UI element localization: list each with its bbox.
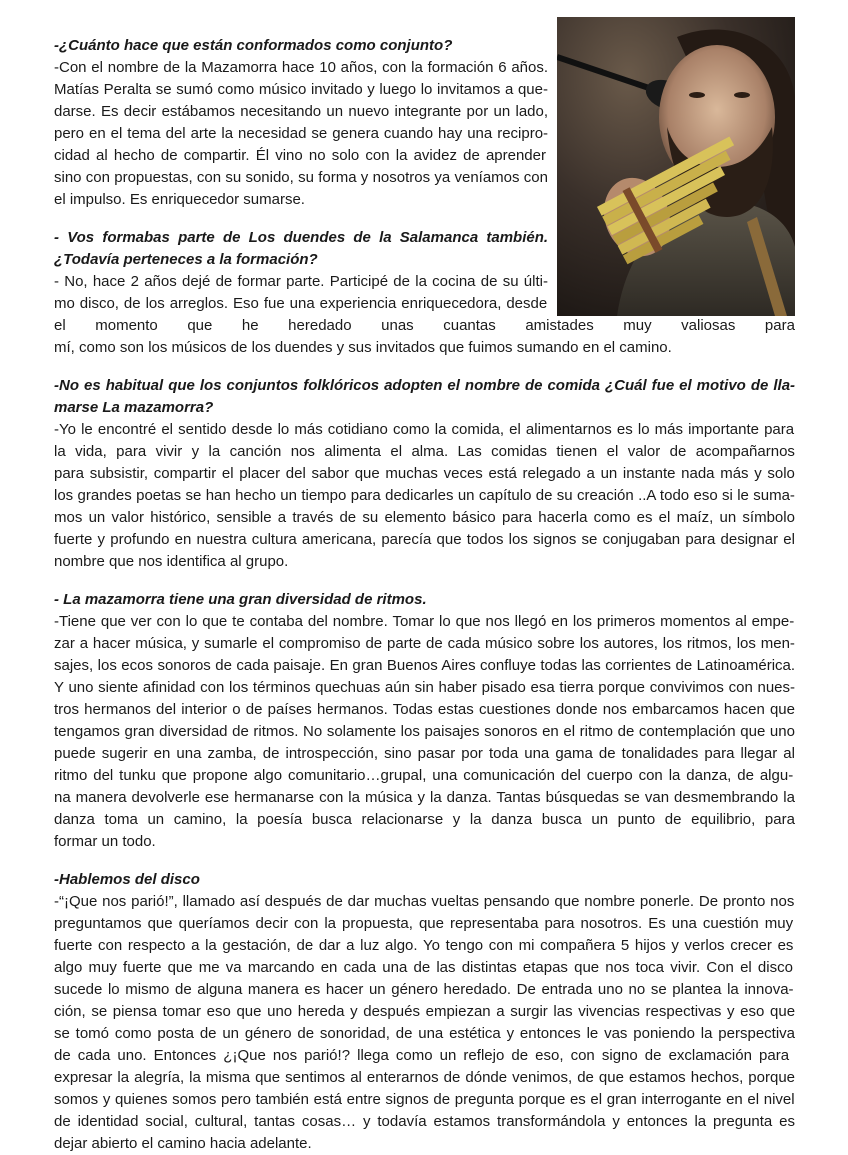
answer-line: na manera devolverle ese hermanarse con la música y la danza. Tantas búsquedas se van desmembrando la [54,789,795,806]
answer-line: ritmo del tunku que propone algo comunitario…grupal, una comunicación del cuerpo con la danza, de algu- [54,767,794,784]
answer-line: zar a hacer música, y sumarle el compromiso de parte de cada músico sobre los autores, los ritmos, los men- [54,635,795,652]
answer-line: mo disco, de los arreglos. Eso fue una experiencia enriquecedora, desde [54,295,548,312]
question-line: ¿Todavía perteneces a la formación? [54,251,318,268]
answer-line: el momento que he heredado unas cuantas amistades muy valiosas para [54,317,795,334]
answer-line: tengamos gran diversidad de ritmos. No solamente los paisajes sonoros en el ritmo de contemplación que uno [54,723,795,740]
question-line: marse La mazamorra? [54,399,214,416]
answer-line: el impulso. Es enriquecedor sumarse. [54,191,305,208]
answer-line: algo muy fuerte que me va marcando en cada una de las distintas etapas que nos toca vivir. Con el disco [54,959,793,976]
musician-photo [557,17,795,316]
answer-line: -Tiene que ver con lo que te contaba del nombre. Tomar lo que nos llegó en los primeros momentos al empe- [54,613,795,630]
answer-line: darse. Es decir estábamos necesitando un nuevo integrante por un lado, [54,103,549,120]
answer-line: fuerte con respecto a la gestación, de dar a luz algo. Yo tengo con mi compañera 5 hijos y verlos crecer es [54,937,794,954]
answer-line: mí, como son los músicos de los duendes y sus invitados que fuimos sumando en el camino. [54,339,672,356]
answer-line: expresar la alegría, la misma que sentimos al enterarnos de dónde venimos, de que estamos hechos, porque [54,1069,796,1086]
question-line: -No es habitual que los conjuntos folklóricos adopten el nombre de comida ¿Cuál fue el motivo de lla- [54,377,796,394]
answer-line: preguntamos que queríamos decir con la propuesta, que representaba para nosotros. Es una cuestión muy [54,915,794,932]
answer-line: puede sugerir en una zamba, de introspección, sino pasar por toda una gama de tonalidades para llegar al [54,745,795,762]
answer-line: para subsistir, compartir el placer del sabor que muchas veces está relegado a un instante nada más y solo [54,465,795,482]
answer-line: sucede lo mismo de alguna manera es hacer un género heredado. De entrada uno no se plantea la innova- [54,981,794,998]
answer-line: se tomó como posta de un género de sonoridad, de una estética y entonces le vas poniendo la perspectiva [54,1025,795,1042]
answer-line: -Con el nombre de la Mazamorra hace 10 años, con la formación 6 años. [54,59,549,76]
answer-line: los grandes poetas se han hecho un tiempo para dedicarles un capítulo de su creación ..A todo eso si le suma- [54,487,795,504]
answer-line: sino con propuestas, con su sonido, su forma y nosotros ya veníamos con [54,169,548,186]
answer-line: -Yo le encontré el sentido desde lo más cotidiano como la comida, el alimentarnos es lo más importante para [54,421,795,438]
answer-line: nombre que nos identifica al grupo. [54,553,289,570]
answer-line: -“¡Que nos parió!”, llamado así después de dar muchas vueltas pensando que nombre ponerle. De pronto nos [54,893,795,910]
answer-line: la vida, para vivir y la canción nos alimenta el alma. Las comidas tienen el valor de acompañarnos [54,443,795,460]
answer-line: mos un valor histórico, sensible a través de su elemento básico para hacerla como es el maíz, un símbolo [54,509,795,526]
answer-line: cidad al hecho de compartir. Él vino no solo con la avidez de aprender [54,147,546,164]
answer-line: sajes, los ecos sonoros de cada paisaje. En gran Buenos Aires confluye todas las corrientes de Latinoamérica. [54,657,796,674]
answer-line: Y uno siente afinidad con los términos quechuas aún sin haber pisado esa tierra porque convivimos con nues- [54,679,796,696]
answer-line: ción, se piensa tomar eso que uno hereda y después empiezan a surgir las vivencias respectivas y eso que [54,1003,796,1020]
answer-line: pero en el tema del arte la necesidad se genera cuando hay una recipro- [54,125,549,142]
question-line: -¿Cuánto hace que están conformados como conjunto? [54,37,453,54]
musician-playing-siku-image [557,17,795,316]
answer-line: dejar abierto el camino hacia adelante. [54,1135,312,1152]
answer-line: de identidad social, cultural, tantas cosas… y todavía estamos transformándola y entonces la pregunta es [54,1113,795,1130]
answer-line: tros hermanos del interior o de países hermanos. Todas estas cuestiones donde nos embarcamos hacen que [54,701,795,718]
answer-line: Matías Peralta se sumó como músico invitado y luego lo invitamos a que- [54,81,548,98]
answer-line: somos y quienes somos pero también está entre signos de pregunta porque es el gran interrogante en el nivel [54,1091,795,1108]
answer-line: de cada uno. Entonces ¿¡Que nos parió!? llega como un reflejo de eso, con signo de exclamación para [54,1047,790,1064]
question-line: - La mazamorra tiene una gran diversidad de ritmos. [54,591,427,608]
question-line: -Hablemos del disco [54,871,200,888]
answer-line: fuerte y profundo en nuestra cultura americana, parecía que todos los signos se conjugaban para designar el [54,531,795,548]
answer-line: - No, hace 2 años dejé de formar parte. Participé de la cocina de su últi- [54,273,548,290]
answer-line: formar un todo. [54,833,156,850]
answer-line: danza toma un camino, la poesía busca relacionarse y la danza busca un punto de equilibrio, para [54,811,795,828]
question-line: - Vos formabas parte de Los duendes de la Salamanca también. [54,229,549,246]
